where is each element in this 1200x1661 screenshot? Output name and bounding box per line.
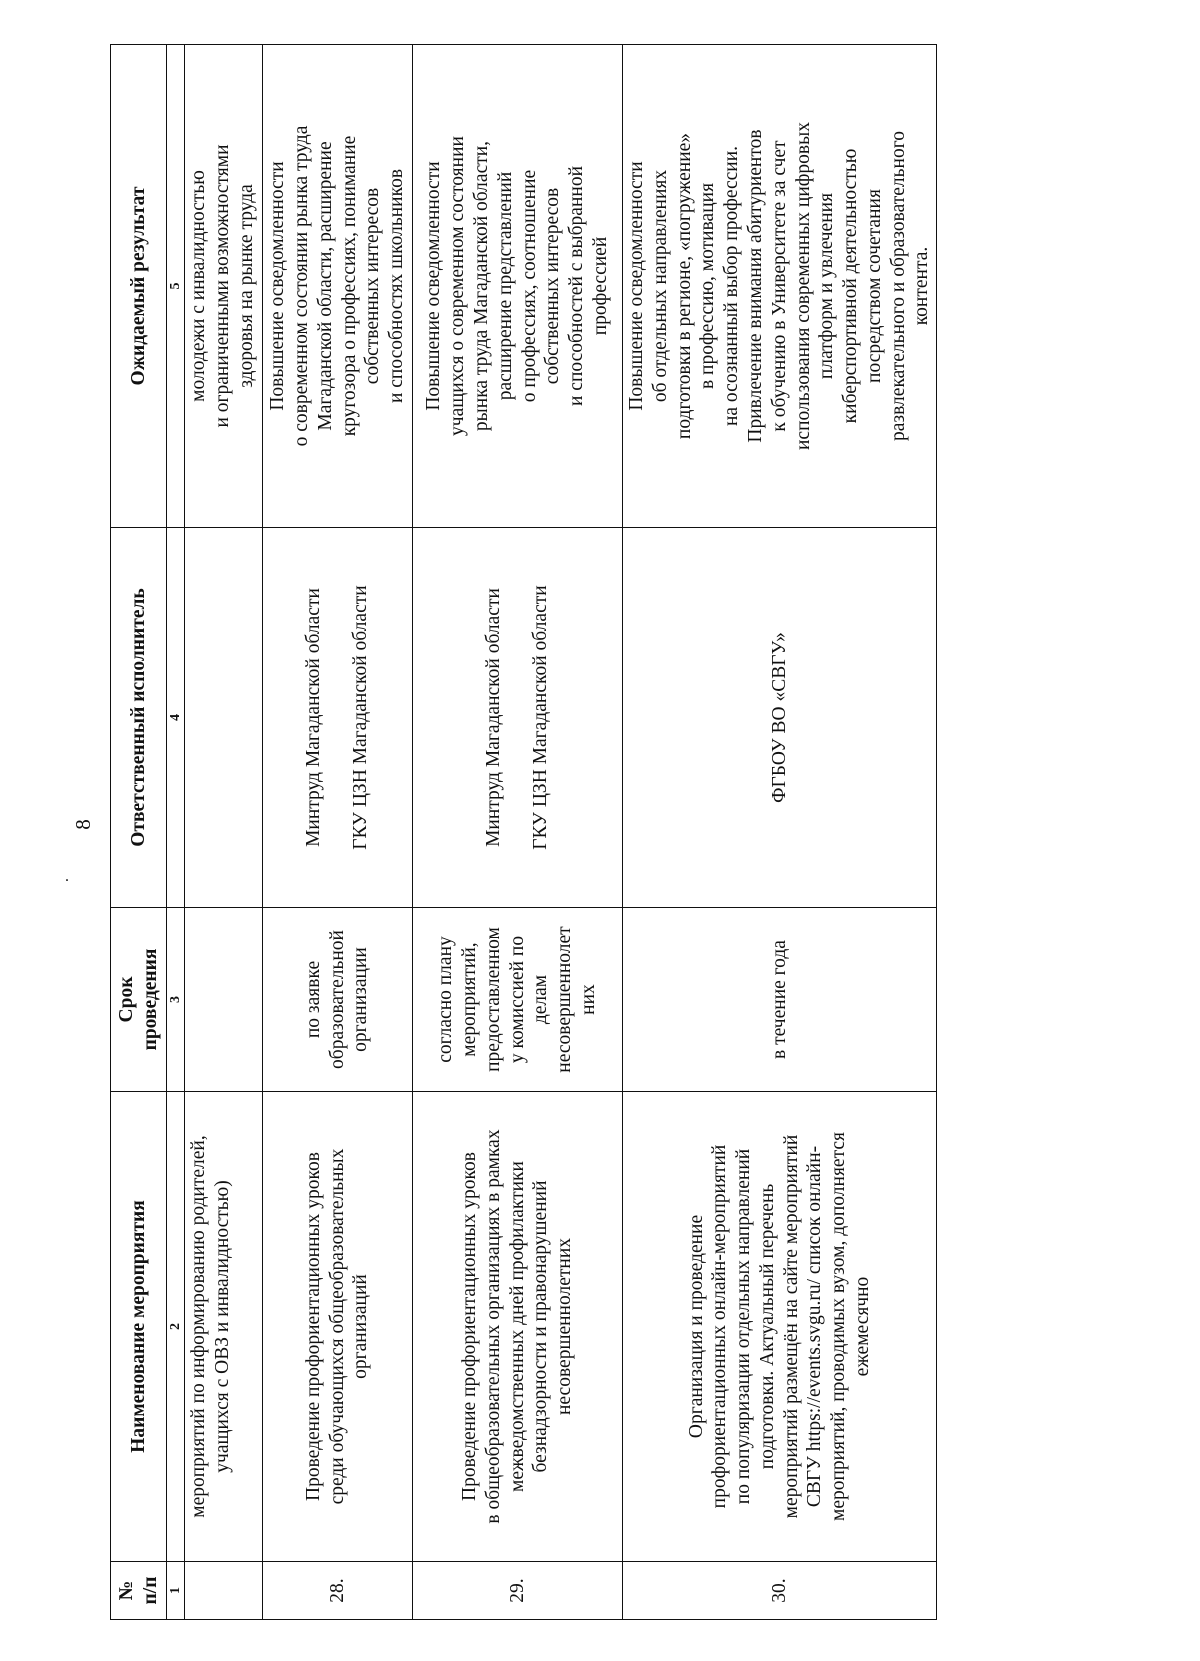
event-responsible: ФГБОУ ВО «СВГУ» (623, 528, 937, 908)
event-result: Повышение осведомленности об отдельных направлениях подготовки в регионе, «погружение» в профессию, мотивация на осознанный выбор профессии. Привлечение внимания абитуриентов к обучению в Университете за счет использования современных цифровых платформ и увлечения киберспортивной деятельностью посредством сочетания развлекательного и образовательного контента. (623, 45, 937, 528)
column-index: 4 (167, 528, 185, 908)
event-term: в течение года (623, 908, 937, 1092)
header-row (111, 45, 167, 1620)
event-name: мероприятий по информированию родителей, учащихся с ОВЗ и инвалидностью) (185, 1092, 263, 1562)
table-row (413, 45, 623, 1620)
event-name: Проведение профориентационных уроков в общеобразовательных организациях в рамках межведомственных дней профилактики безнадзорности и правонарушений несовершеннолетних (413, 1092, 623, 1562)
header-name: Наименование мероприятия (111, 1092, 167, 1562)
event-term (185, 908, 263, 1092)
event-responsible: Минтруд Магаданской области ГКУ ЦЗН Магаданской области (263, 528, 413, 908)
column-index: 2 (167, 1092, 185, 1562)
header-responsible: Ответственный исполнитель (111, 528, 167, 908)
event-term: согласно плану мероприятий, предоставленном у комиссией по делам несовершеннолет них (413, 908, 623, 1092)
header-term: Срок проведения (111, 908, 167, 1092)
column-index: 1 (167, 1562, 185, 1620)
event-responsible: Минтруд Магаданской области ГКУ ЦЗН Магаданской области (413, 528, 623, 908)
events-table (110, 44, 937, 1620)
table-row (263, 45, 413, 1620)
rotated-table-container (110, 45, 933, 1620)
event-result: Повышение осведомленности учащихся о современном состоянии рынка труда Магаданской области, расширение представлений о профессиях, соотношение собственных интересов и способностей с выбранной профессией (413, 45, 623, 528)
header-result: Ожидаемый результат (111, 45, 167, 528)
row-number (185, 1562, 263, 1620)
row-number: 30. (623, 1562, 937, 1620)
scan-dot: . (65, 868, 69, 885)
event-result: Повышение осведомленности о современном состоянии рынка труда Магаданской области, расширение кругозора о профессиях, понимание собственных интересов и способностях школьников (263, 45, 413, 528)
row-number: 28. (263, 1562, 413, 1620)
header-num: № п/п (111, 1562, 167, 1620)
column-index: 5 (167, 45, 185, 528)
page-number: 8 (70, 819, 95, 830)
column-index: 3 (167, 908, 185, 1092)
table-row (185, 45, 263, 1620)
event-result: молодежи с инвалидностью и ограниченными возможностями здоровья на рынке труда (185, 45, 263, 528)
event-name: Организация и проведение профориентационных онлайн-мероприятий по популяризации отдельных направлений подготовки. Актуальный перечень мероприятий размещён на сайте мероприятий СВГУ https://events.svgu.ru/ список онлайн- мероприятий, проводимых вузом, дополняется ежемесячно (623, 1092, 937, 1562)
column-index-row (167, 45, 185, 1620)
table-row (623, 45, 937, 1620)
row-number: 29. (413, 1562, 623, 1620)
event-name: Проведение профориентационных уроков среди обучающихся общеобразовательных организаций (263, 1092, 413, 1562)
event-responsible (185, 528, 263, 908)
event-term: по заявке образовательной организации (263, 908, 413, 1092)
